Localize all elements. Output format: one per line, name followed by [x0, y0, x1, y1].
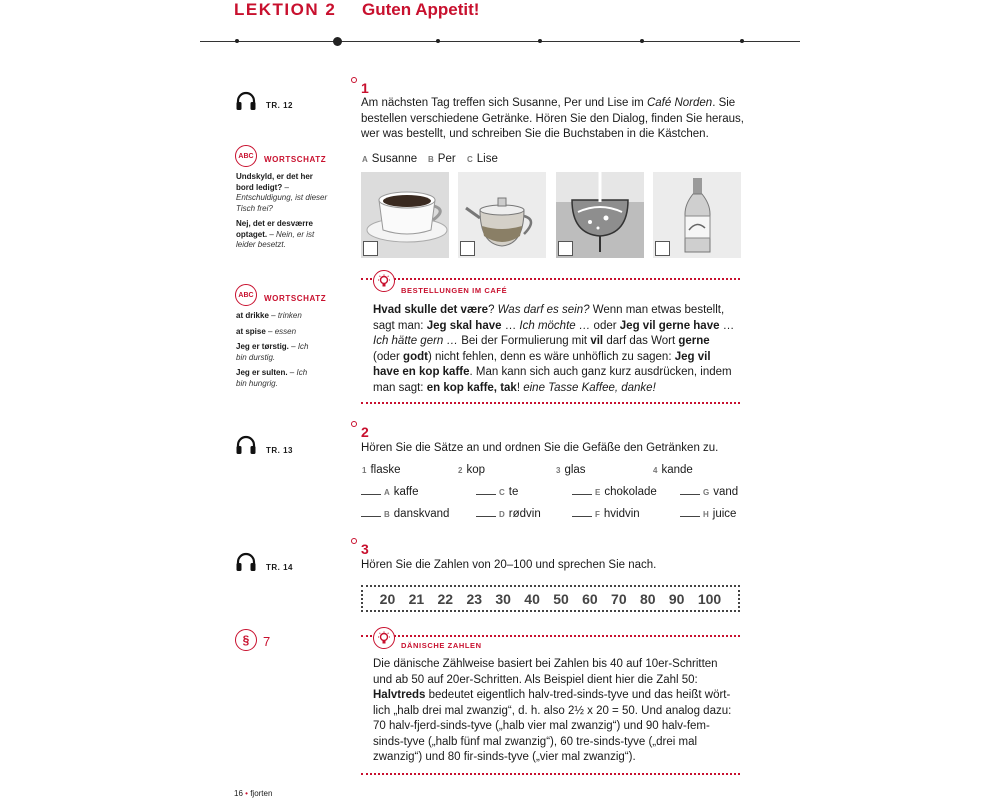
ws-de: Nein, er ist leider besetzt. [236, 229, 315, 249]
ws-de: essen [274, 326, 297, 336]
page-footer: 16 • fjorten [234, 789, 273, 798]
drink-option[interactable] [476, 486, 518, 498]
text-segment: zwanzig“) und 80 fir-sinds-tyve („vier mal zwanzig“). [373, 751, 636, 763]
header-dot [640, 39, 644, 43]
option-label: chokolade [604, 486, 657, 498]
text: . Sie bestellen verschiedene Getränke. Hören Sie den Dialog, finden Sie heraus, wer was bestellt, und schreiben Sie die Buchstaben in die Kästchen. [361, 97, 744, 140]
text-segment: Wenn man etwas bestellt, [589, 304, 725, 316]
number: 21 [408, 590, 425, 607]
box-title: DÄNISCHE ZAHLEN [401, 641, 482, 650]
box-border-bottom [361, 402, 740, 404]
box-title: BESTELLUNGEN IM CAFÉ [401, 286, 508, 295]
lightbulb-icon [373, 270, 395, 292]
exercise-marker [351, 77, 357, 83]
box-line [373, 750, 743, 766]
text-segment: Jeg vil [674, 350, 711, 363]
option-letter: A [384, 488, 390, 497]
text-segment: have en kop kaffe [373, 366, 470, 378]
vessel-option [458, 464, 485, 476]
answer-blank[interactable] [680, 494, 700, 495]
text-segment: Halvtreds [373, 689, 426, 701]
text-segment: Jeg vil gerne have [619, 319, 720, 332]
teapot-image [458, 172, 546, 258]
option-label: Per [437, 153, 456, 165]
ws-de: Ich bin durstig. [236, 342, 309, 362]
text-segment: und ab 50 auf 20er-Schritten. Als Beispiel dient hier die Zahl 50: [373, 673, 698, 686]
text-segment: gerne [678, 335, 710, 347]
ws-da: at drikke [236, 311, 269, 320]
header-dot [235, 39, 239, 43]
answer-blank[interactable] [476, 516, 496, 517]
text-segment: en kop kaffe, tak [426, 381, 517, 394]
text-segment: sagt man: [373, 319, 427, 332]
exercise-2-instruction: Hören Sie die Sätze an und ordnen Sie die Gefäße den Getränken zu. [361, 442, 719, 454]
answer-blank[interactable] [572, 494, 592, 495]
option-number: 1 [362, 466, 367, 475]
text-segment: . Man kann sich auch ganz kurz ausdrücken, indem [469, 366, 732, 378]
number: 40 [524, 590, 540, 607]
option-label: Lise [476, 153, 498, 165]
answer-blank[interactable] [361, 494, 381, 495]
text-segment: Jeg skal have [426, 319, 502, 332]
text-segment: oder [590, 319, 620, 332]
text-segment: vil [590, 335, 604, 347]
option-label: hvidvin [603, 508, 640, 520]
text-segment: sinds-tyve („halb fünf mal zwanzig“), 60 tre-sinds-tyve („drei mal [373, 735, 698, 748]
track-label: TR. 13 [266, 446, 294, 455]
drink-option[interactable] [680, 508, 736, 520]
ws-da: Nej, det er desværre optaget. [236, 219, 313, 239]
page-number-word: fjorten [250, 789, 273, 798]
box-line [373, 704, 743, 720]
text-segment: ! [516, 381, 524, 394]
box-body [373, 657, 743, 766]
answer-blank[interactable] [680, 516, 700, 517]
exercise-marker [351, 538, 357, 544]
text-segment: … [501, 319, 520, 332]
option-label: danskvand [393, 508, 450, 520]
header-dot [740, 39, 744, 43]
person-option [467, 153, 498, 165]
text: Am nächsten Tag treffen sich Susanne, Per und Lise im [361, 97, 647, 109]
option-letter: G [703, 488, 710, 497]
option-label: juice [712, 508, 737, 520]
box-line [373, 673, 743, 689]
headphones-icon[interactable] [235, 435, 257, 455]
exercise-3-instruction: Hören Sie die Zahlen von 20–100 und sprechen Sie nach. [361, 559, 657, 571]
answer-checkbox[interactable] [363, 241, 378, 256]
wortschatz-list-2: at drikke – trinken at spise – essen Jeg er tørstig. – Ich bin durstig. Jeg er sulten. – Ich bin hungrig. [236, 311, 309, 388]
option-label: glas [564, 464, 586, 476]
option-letter: B [384, 510, 390, 519]
ws-da: Jeg er tørstig. [236, 342, 289, 351]
lightbulb-icon [373, 627, 395, 649]
box-border-top [361, 635, 740, 637]
box-line [373, 350, 743, 366]
option-label: te [508, 486, 519, 498]
headphones-icon[interactable] [235, 552, 257, 572]
exercise-number: 3 [361, 541, 369, 557]
drink-option[interactable] [572, 508, 640, 520]
option-letter: C [467, 155, 473, 164]
text-segment: Ich möchte … [519, 319, 591, 332]
option-letter: H [703, 510, 709, 519]
answer-blank[interactable] [476, 494, 496, 495]
box-line [373, 688, 743, 704]
numbers-box [361, 585, 740, 612]
answer-blank[interactable] [361, 516, 381, 517]
headphones-icon[interactable] [235, 91, 257, 111]
text-segment: … [719, 319, 735, 332]
box-line [373, 657, 743, 673]
text-segment: darf das Wort [603, 335, 679, 347]
header-dot [436, 39, 440, 43]
answer-checkbox[interactable] [558, 241, 573, 256]
wortschatz-title: WORTSCHATZ [264, 294, 327, 303]
number: 70 [611, 590, 627, 607]
ws-de: Ich bin hungrig. [236, 368, 308, 388]
water-glass-image [556, 172, 644, 258]
person-option [362, 153, 417, 165]
wortschatz-list-1: Undskyld, er det her bord ledigt? – Entschuldigung, ist dieser Tisch frei? Nej, det er desværre optaget. – Nein, er ist leider besetzt. [236, 172, 328, 249]
option-letter: D [499, 510, 505, 519]
option-label: rødvin [508, 508, 541, 520]
option-label: Susanne [371, 153, 418, 165]
header-dot [538, 39, 542, 43]
text-segment: lich „halb drei mal zwanzig“, d. h. also 2½ x 20 = 50. Und analog dazu: [373, 704, 732, 717]
text-segment: ) nicht fehlen, denn es wäre unhöflich zu sagen: [427, 350, 675, 363]
text-segment: eine Tasse Kaffee, danke! [523, 381, 656, 394]
coffee-cup-image [361, 172, 449, 258]
header-dot-current [333, 37, 342, 46]
ws-de: trinken [277, 311, 302, 320]
person-option [428, 153, 456, 165]
lesson-label: LEKTION 2 [234, 0, 337, 19]
text-segment: Was darf es sein? [497, 304, 590, 316]
answer-checkbox[interactable] [655, 241, 670, 256]
drink-option[interactable] [680, 486, 738, 498]
option-label: kaffe [393, 486, 419, 498]
option-label: kop [466, 464, 485, 476]
text-segment: godt [403, 350, 428, 363]
number: 80 [639, 590, 656, 607]
number: 100 [697, 590, 722, 607]
ws-de: Entschuldigung, ist dieser Tisch frei? [236, 193, 328, 213]
box-line [373, 319, 743, 335]
box-line [373, 735, 743, 751]
exercise-marker [351, 421, 357, 427]
cafe-name: Café Norden [646, 97, 713, 109]
option-letter: C [499, 488, 505, 497]
box-border-bottom [361, 773, 740, 775]
option-letter: F [595, 510, 600, 519]
abc-icon: ABC [235, 284, 257, 306]
page-number: 16 [234, 789, 243, 798]
drink-option[interactable] [476, 508, 541, 520]
text-segment: Hvad skulle det være [373, 304, 489, 316]
drink-option[interactable] [361, 508, 449, 520]
option-number: 4 [653, 466, 658, 475]
answer-blank[interactable] [572, 516, 592, 517]
header-rule [200, 41, 800, 42]
box-line [373, 719, 743, 735]
box-line [373, 381, 743, 397]
box-border-top [361, 278, 740, 280]
option-letter: A [362, 155, 368, 164]
text-segment: 70 halv-fjerd-sinds-tyve („halb vier mal zwanzig“) und 90 halv-fem- [373, 720, 710, 732]
text-segment: bedeutet eigentlich halv-tred-sinds-tyve und das heißt wört- [425, 689, 731, 701]
number: 20 [379, 590, 396, 607]
option-letter: B [428, 155, 434, 164]
page-title: Guten Appetit! [362, 0, 480, 19]
answer-checkbox[interactable] [460, 241, 475, 256]
text-segment: (oder [373, 350, 404, 363]
drink-option[interactable] [572, 486, 657, 498]
number: 50 [553, 590, 569, 607]
option-label: kande [661, 464, 693, 476]
vessel-option [556, 464, 586, 476]
ws-da: Undskyld, er det her bord ledigt? [236, 172, 313, 192]
bottle-image [653, 172, 741, 258]
drink-option[interactable] [361, 486, 419, 498]
track-label: TR. 14 [266, 563, 294, 572]
track-label: TR. 12 [266, 101, 294, 110]
ws-da: at spise [236, 326, 266, 336]
text-segment: Die dänische Zählweise basiert bei Zahlen bis 40 auf 10er-Schritten [373, 658, 718, 670]
exercise-number: 1 [361, 80, 369, 96]
option-number: 2 [458, 466, 463, 475]
paragraph-icon: § [235, 629, 257, 651]
box-line [373, 365, 743, 381]
vessel-option [362, 464, 401, 476]
text-segment: Bei der Formulierung mit [458, 335, 591, 347]
number: 23 [466, 590, 483, 607]
option-number: 3 [556, 466, 561, 475]
number: 30 [495, 590, 511, 607]
vessel-option [653, 464, 693, 476]
box-body [373, 303, 743, 396]
text-segment: Ich hätte gern … [373, 335, 459, 347]
wortschatz-title: WORTSCHATZ [264, 155, 327, 164]
option-letter: E [595, 488, 601, 497]
number: 90 [668, 590, 685, 607]
exercise-number: 2 [361, 424, 369, 440]
abc-icon: ABC [235, 145, 257, 167]
ws-da: Jeg er sulten. [236, 368, 288, 377]
text-segment: man sagt: [373, 381, 427, 394]
text-segment: ? [488, 304, 498, 316]
grammar-reference-number: 7 [263, 634, 271, 649]
option-label: flaske [370, 464, 401, 476]
exercise-1-instruction [361, 96, 751, 143]
box-line [373, 303, 743, 319]
box-line [373, 334, 743, 350]
number: 60 [582, 590, 598, 607]
number: 22 [437, 590, 454, 607]
option-label: vand [713, 486, 739, 498]
